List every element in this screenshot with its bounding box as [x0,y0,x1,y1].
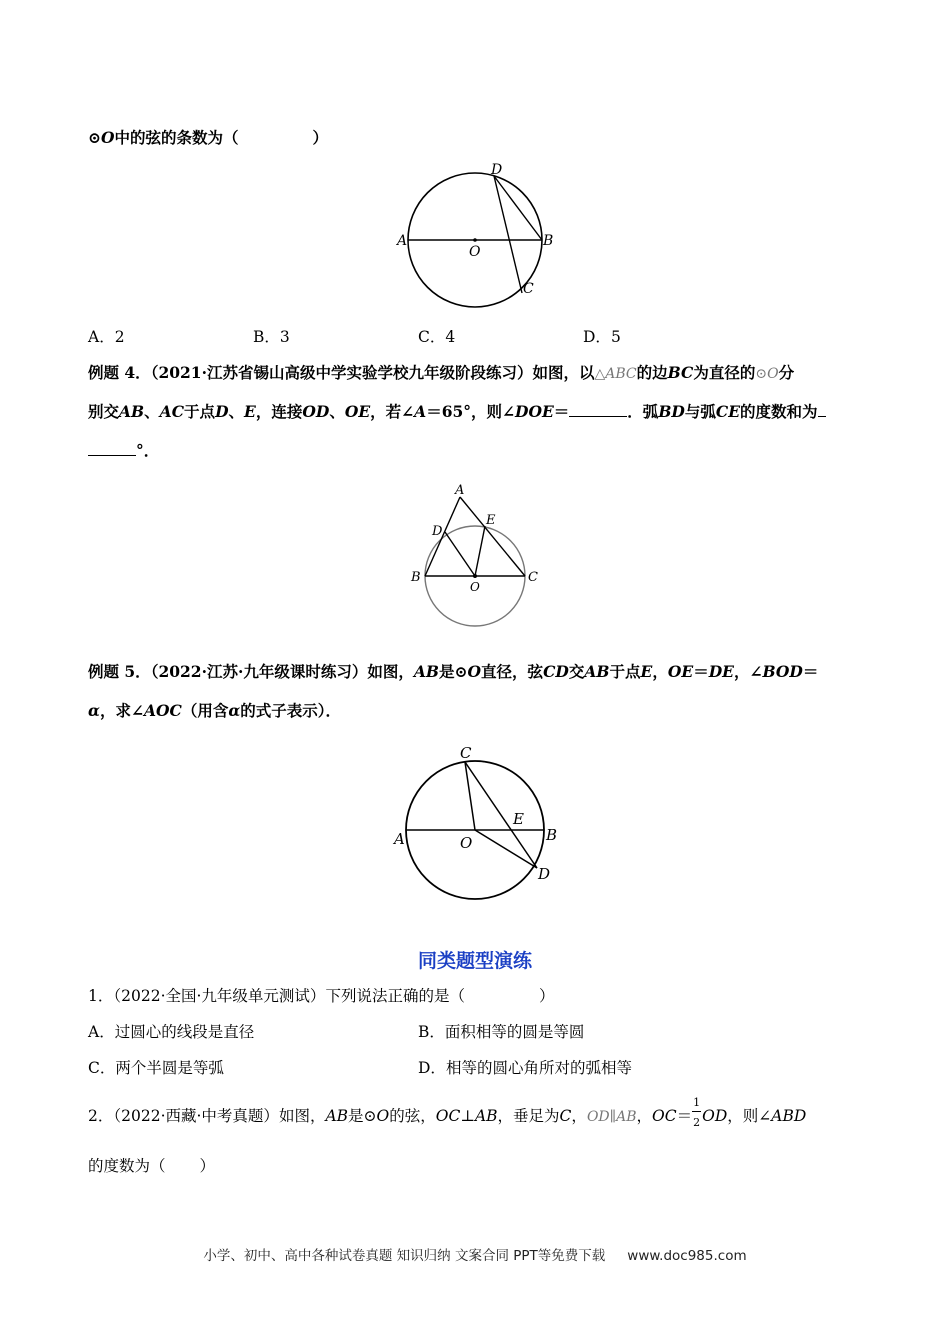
ex5-line1: 例题 5．（2022·江苏·九年级课时练习）如图，AB是⊙O直径，弦CD交AB于点E，OE＝DE，∠BOD＝ [88,662,819,681]
p1-option-b[interactable]: B．面积相等的圆是等圆 [418,1023,585,1041]
side-ac [460,497,525,576]
label-c: C [460,744,472,762]
p1-option-a[interactable]: A．过圆心的线段是直径 [88,1023,255,1041]
ex5-line2: α，求∠AOC（用含α的式子表示）． [88,701,342,720]
p1-stem: 1．（2022·全国·九年级单元测试）下列说法正确的是（ ） [88,987,555,1005]
label-a: A [455,483,465,498]
chord-cd [465,762,537,868]
p1-option-c[interactable]: C．两个半圆是等弧 [88,1059,224,1077]
answer-blank-2a[interactable] [818,402,826,417]
label-b: B [411,570,421,585]
segment-oe [475,526,485,576]
label-a: A [397,233,408,249]
label-o: O [460,834,473,852]
label-e: E [513,810,524,828]
footer-link[interactable]: www.doc985.com [627,1248,747,1264]
circle-symbol: ⊙ [88,128,101,147]
label-c: C [523,281,534,297]
q3-option-c[interactable]: C．4 [418,328,456,346]
q3-figure [390,158,570,328]
label-d: D [538,865,551,883]
p2-stem-line1: 2．（2022·西藏·中考真题）如图，AB是⊙O的弦，OC⊥AB，垂足为C，OD∥AB，OC＝ $\frac{1}{2}$ OD，则∠ABD [88,1096,807,1129]
ex4-line2: 别交AB、AC于点D、E，连接OD、OE，若∠A＝65°，则∠DOE＝ ．弧BD与弧CE的度数和为 [88,402,826,422]
label-o: O [470,580,480,594]
q3-option-a[interactable]: A．2 [88,328,125,346]
center-dot [473,238,477,242]
p2-stem-line2: 的度数为（ ） [88,1157,216,1175]
ex5-figure [388,738,568,918]
answer-blank-2b[interactable] [88,441,136,456]
label-b: B [546,826,558,844]
side-ab [425,497,460,576]
q3-option-b[interactable]: B．3 [253,328,290,346]
page-footer: 小学、初中、高中各种试卷真题 知识归纳 文案合同 PPT等免费下载 www.doc985.com [203,1248,747,1264]
label-b: B [543,233,554,249]
q3-stem: ⊙O中的弦的条数为（ ） [88,128,329,147]
label-a: A [394,830,405,848]
label-e: E [486,513,496,528]
label-d: D [491,162,503,178]
segment-od [445,532,475,576]
p1-option-d[interactable]: D．相等的圆心角所对的弧相等 [418,1059,632,1077]
label-c: C [528,570,538,585]
q3-option-d[interactable]: D．5 [583,328,621,346]
ex4-line3: °． [88,441,159,461]
section-title: 同类题型演练 [417,950,532,972]
answer-blank-1[interactable] [569,402,627,417]
ex4-figure [405,478,555,628]
label-d: D [432,524,443,539]
ex4-line1: 例题 4．（2021·江苏省锡山高级中学实验学校九年级阶段练习）如图，以△ABC的边BC为直径的⊙O分 [88,363,795,382]
label-o: O [469,244,481,260]
center-dot [473,574,477,578]
segment-oc [465,762,475,830]
fraction-one-half: $\frac{1}{2}$ [693,1096,701,1129]
segment-od [475,830,537,868]
